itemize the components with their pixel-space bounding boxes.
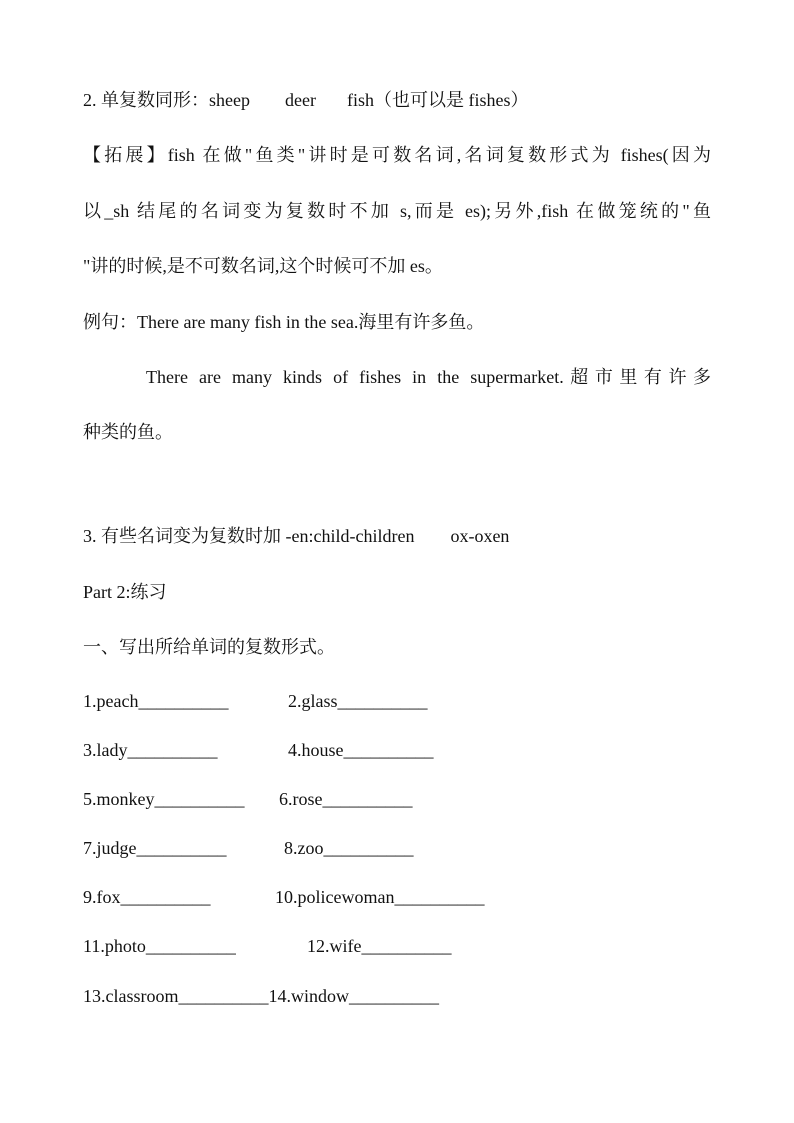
exercise-row — [83, 787, 413, 811]
exercise-item: 13.classroom__________ — [83, 986, 269, 1006]
part-2-title: Part 2:练习 — [83, 582, 167, 602]
word-deer: deer — [284, 90, 316, 110]
exercise-item: 8.zoo__________ — [284, 838, 414, 858]
exercise-row — [83, 934, 451, 958]
exercise-item: 4.house__________ — [288, 740, 434, 760]
exercise-item: 10.policewoman__________ — [275, 887, 485, 907]
exercise-item: 7.judge__________ — [83, 838, 227, 858]
exercise-row — [83, 885, 484, 909]
example-label: 例句： — [83, 312, 137, 332]
section-3-text: 3. 有些名词变为复数时加 -en:child-children — [83, 526, 415, 546]
exercise-item: 11.photo__________ — [83, 936, 236, 956]
extension-line-3: "讲的时候,是不可数名词,这个时候可不加 es。 — [83, 256, 443, 276]
exercise-item: 6.rose__________ — [279, 789, 413, 809]
example-sentence-1: There are many fish in the sea.海里有许多鱼。 — [137, 312, 485, 332]
exercise-item: 12.wife__________ — [307, 936, 452, 956]
exercise-item: 5.monkey__________ — [83, 789, 245, 809]
example-sentence-2-line-2: 种类的鱼。 — [83, 422, 173, 442]
word-ox: ox-oxen — [450, 526, 510, 546]
exercise-item: 14.window__________ — [268, 986, 439, 1006]
exercise-item: 3.lady__________ — [83, 740, 218, 760]
section-3-heading — [83, 524, 509, 548]
example-1 — [83, 310, 484, 334]
word-fish: fish（也可以是 fishes） — [346, 90, 529, 110]
exercise-row — [83, 984, 439, 1008]
section-2-heading — [83, 88, 528, 112]
extension-line-2: 以_sh 结尾的名词变为复数时不加 s,而是 es);另外,fish 在做笼统的"鱼 — [83, 201, 711, 221]
section-2-title: 2. 单复数同形：sheep — [83, 90, 250, 110]
extension-line-1: 【拓展】fish 在做"鱼类"讲时是可数名词,名词复数形式为 fishes(因为 — [83, 145, 711, 165]
exercise-row — [83, 689, 428, 713]
exercise-item: 9.fox__________ — [83, 887, 211, 907]
exercise-row — [83, 738, 434, 762]
exercise-row — [83, 836, 414, 860]
exercise-instruction: 一、写出所给单词的复数形式。 — [83, 637, 335, 657]
example-sentence-2-line-1: There are many kinds of fishes in the supermarket.超市里有许多 — [146, 367, 711, 387]
exercise-item: 2.glass__________ — [288, 691, 428, 711]
exercise-item: 1.peach__________ — [83, 691, 229, 711]
